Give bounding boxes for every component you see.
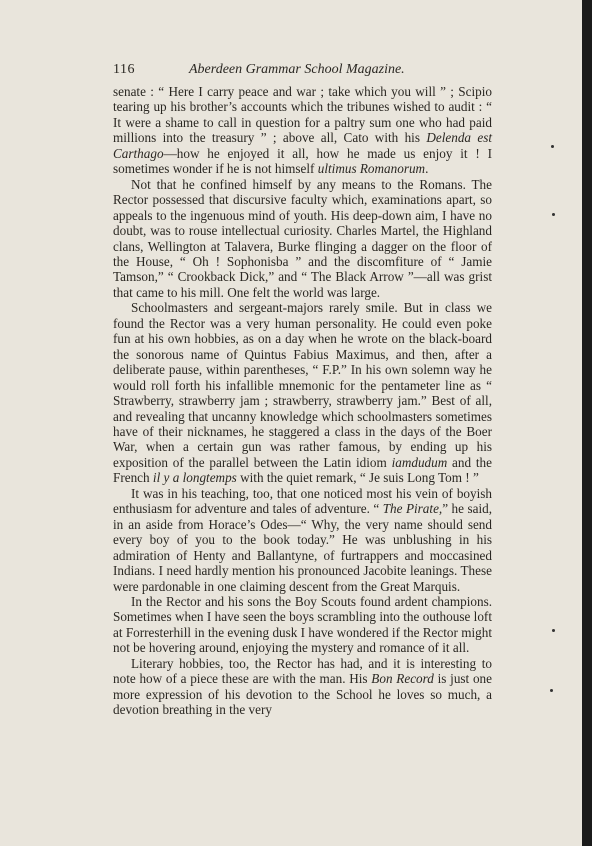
paragraph [113, 84, 492, 177]
paragraph [113, 486, 492, 594]
italic-text: iamdudum [391, 454, 448, 470]
article-body [113, 84, 492, 718]
page-edge-shadow [582, 0, 592, 846]
text-run: and the French [113, 454, 493, 486]
page-header [113, 62, 491, 80]
text-run: —how he enjoyed it all, how he made us enjoy it ! I sometimes wonder if he is not himself [113, 145, 492, 177]
text-run: Schoolmasters and sergeant-majors rarely smile. But in class we found the Rector was a very human personality. He could even poke fun at his own hobbies, as on a day when he wrote on the black-board the sonorous name of Quintus Fabius Maximus, and then, after a deliberate pause, within parentheses, “ F.P.” In his own solemn way he would roll forth his infallible mnemonic for the pentameter line as “ Strawberry, strawberry jam ; strawberry, strawberry jam.” Best of all, and revealing that uncanny knowledge which schoolmasters sometimes have of their nicknames, he staggered a class in the days of the Boer War, when a certain gun was rather famous, by ending up his exposition of the parallel between the Latin idiom [113, 300, 492, 470]
text-run: In the Rector and his sons the Boy Scouts found ardent champions. Sometimes when I have seen the boys scrambling into the outhouse loft at Forresterhill in the evening dusk I have wondered if the Rector might not be hovering around, enjoying the mystery and romance of it all. [113, 593, 492, 656]
italic-text: Delenda est Carthago [113, 130, 492, 161]
text-run: senate : “ Here I carry peace and war ; take which you will ” ; Scipio tearing up his brother’s accounts which the tribunes wished to audit : “ It were a shame to call in question for a paltry sum one who had paid millions into the treasury ” ; above all, Cato with his [113, 84, 492, 146]
page-number: 116 [113, 62, 135, 77]
text-run: ” he said, in an aside from Horace’s Odes—“ Why, the very name should send every boy of you to the book today.” He was unblushing in his admiration of Henty and Ballantyne, of furtrappers and moccasined Indians. I need hardly mention his pronounced Jacobite leanings. These were pardonable in one claiming descent from the Great Marquis. [113, 501, 492, 594]
paragraph [113, 177, 492, 301]
text-run: is just one more expression of his devotion to the School he loves so much, a devotion breathing in the very [113, 671, 492, 718]
margin-speck [550, 689, 553, 692]
italic-text: il y a longtemps [152, 470, 237, 486]
running-title: Aberdeen Grammar School Magazine. [189, 62, 405, 77]
paragraph [113, 300, 492, 485]
text-run: . [425, 161, 429, 177]
italic-text: Bon Record [371, 671, 434, 687]
paragraph [113, 656, 492, 718]
italic-text: ultimus Romanorum [317, 161, 426, 177]
text-run: Not that he confined himself by any means to the Romans. The Rector possessed that discursive faculty which, examinations apart, so appeals to the ingenuous mind of youth. His deep-down aim, I have no doubt, was to rouse intellectual curiosity. Charles Martel, the Highland clans, Wellington at Talavera, Burke flinging a dagger on the floor of the House, “ Oh ! Sophonisba ” and the discomfiture of “ Jamie Tamson,” “ Crookback Dick,” and “ The Black Arrow ”—all was grist that came to his mill. One felt the world was large. [113, 176, 492, 300]
text-run: with the quiet remark, “ Je suis Long Tom ! ” [236, 470, 479, 486]
text-run: It was in his teaching, too, that one noticed most his vein of boyish enthusiasm for adventure and tales of adventure. “ [113, 485, 492, 517]
italic-text: The Pirate, [382, 501, 443, 517]
paragraph [113, 594, 492, 656]
text-run: Literary hobbies, too, the Rector has had, and it is interesting to note how of a piece these are with the man. His [113, 655, 492, 687]
margin-speck [551, 145, 554, 148]
margin-speck [552, 213, 555, 216]
margin-speck [552, 629, 555, 632]
